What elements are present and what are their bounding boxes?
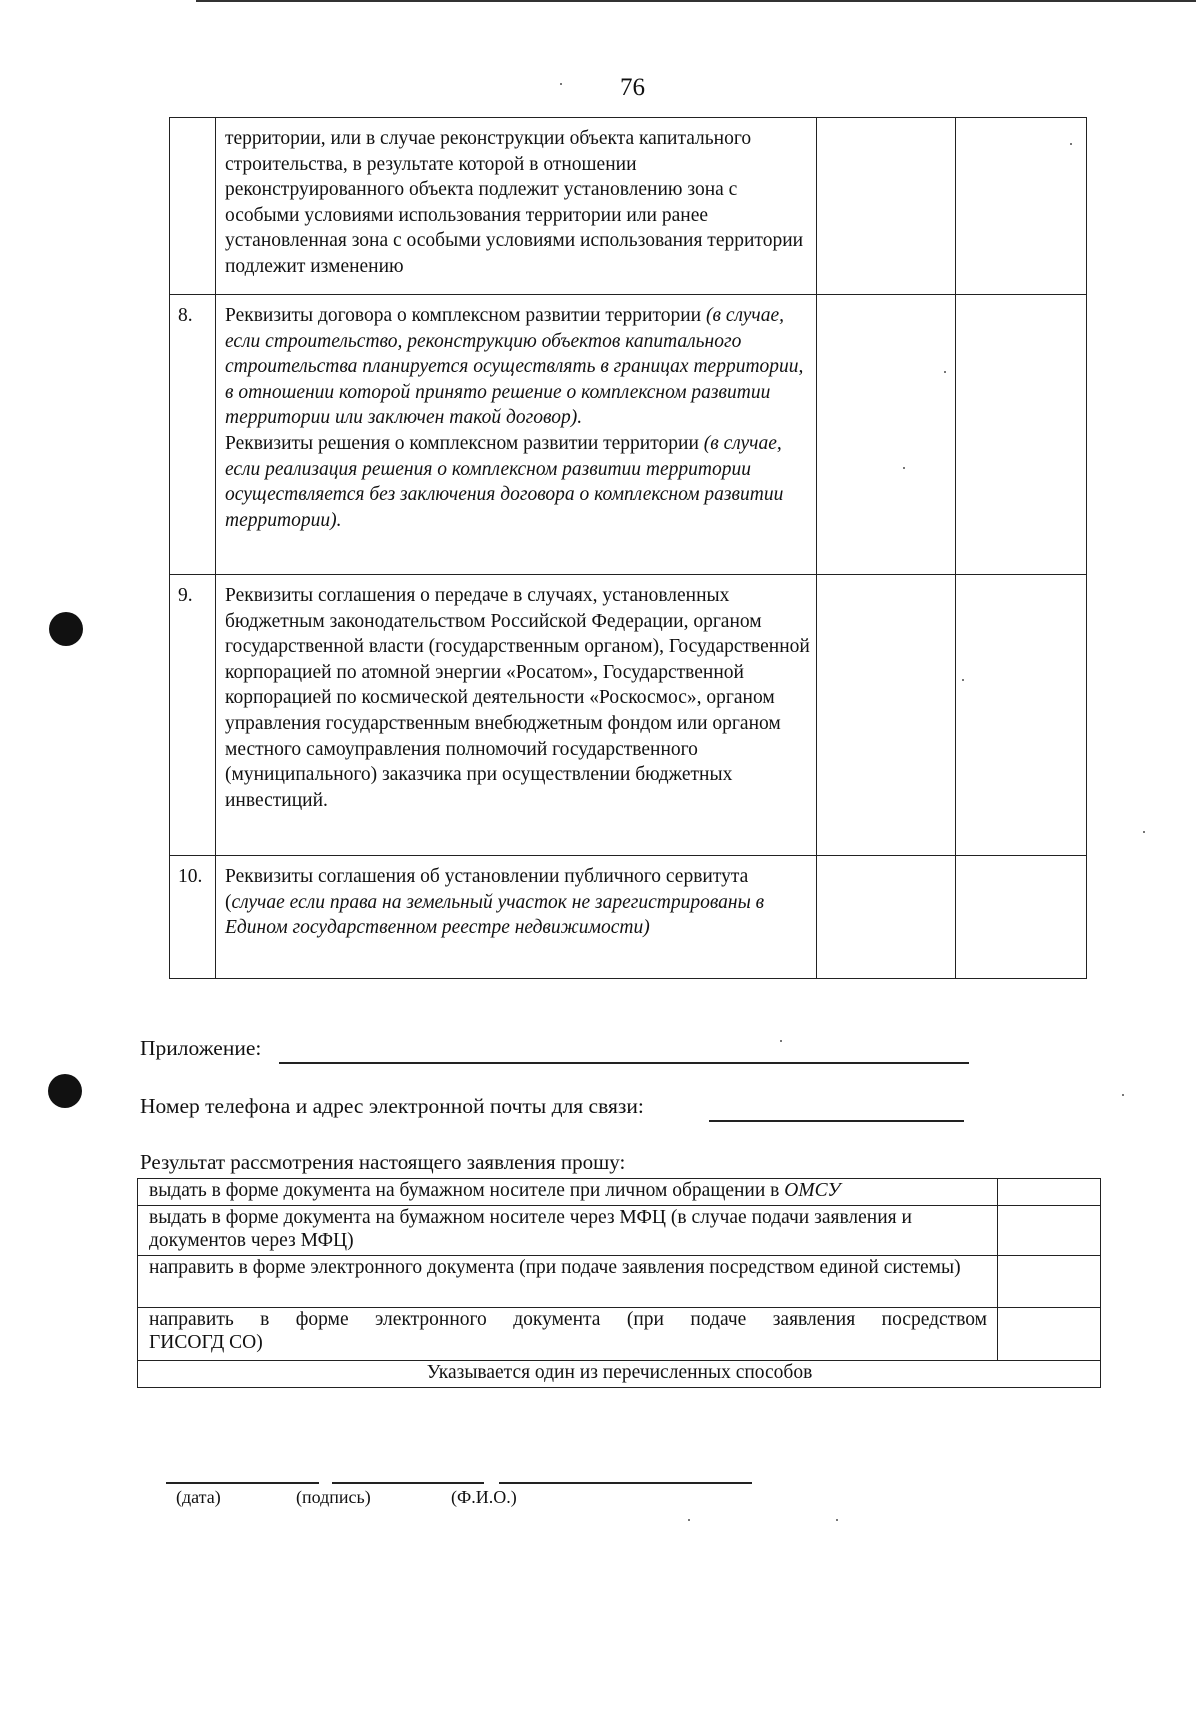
- signature-caption: (подпись): [296, 1487, 371, 1507]
- page-number: 76: [620, 74, 645, 101]
- full-name-line[interactable]: [499, 1482, 752, 1484]
- requirements-table: [169, 117, 1087, 979]
- result-option-checkbox[interactable]: [998, 1206, 1101, 1256]
- result-option-label: выдать в форме документа на бумажном носителе через МФЦ (в случае подачи заявления и документов через МФЦ): [138, 1206, 998, 1256]
- binder-hole-mark: [48, 1074, 82, 1108]
- result-option-label: выдать в форме документа на бумажном носителе при личном обращении в ОМСУ: [138, 1179, 998, 1206]
- scan-speck: [1122, 1094, 1124, 1096]
- table-row: [170, 856, 1087, 979]
- binder-hole-mark: [49, 612, 83, 646]
- row-number: 8.: [170, 295, 216, 575]
- result-heading: Результат рассмотрения настоящего заявления прошу:: [140, 1150, 626, 1174]
- note-cell[interactable]: [956, 856, 1087, 979]
- mark-cell[interactable]: [817, 575, 956, 856]
- row-description: Реквизиты договора о комплексном развитии территории (в случае, если строительство, реконструкцию объектов капитального строительства планируется осуществлять в границах территории, в отношении которой принято решение о комплексном развитии территории или заключен такой договор). Реквизиты решения о комплексном развитии территории (в случае, если реализация решения о комплексном развитии территории осуществляется без заключения договора о комплексном развитии территории).: [216, 295, 817, 575]
- result-options-table: [137, 1178, 1101, 1388]
- row-number: [170, 118, 216, 295]
- table-row: [170, 575, 1087, 856]
- full-name-caption: (Ф.И.О.): [451, 1487, 517, 1507]
- scan-speck: [1143, 831, 1145, 833]
- mark-cell[interactable]: [817, 856, 956, 979]
- scan-speck: [836, 1519, 838, 1521]
- scan-speck: [560, 83, 562, 85]
- attachment-label: Приложение:: [140, 1036, 262, 1060]
- scan-top-edge: [196, 0, 1196, 2]
- result-option: [138, 1206, 1101, 1256]
- table-row: [170, 295, 1087, 575]
- result-option-checkbox[interactable]: [998, 1179, 1101, 1206]
- scan-speck: [688, 1519, 690, 1521]
- result-option: [138, 1256, 1101, 1308]
- row-number: 9.: [170, 575, 216, 856]
- note-cell[interactable]: [956, 118, 1087, 295]
- attachment-field[interactable]: [279, 1062, 969, 1064]
- date-caption: (дата): [176, 1487, 221, 1507]
- contact-field[interactable]: [709, 1120, 964, 1122]
- date-line[interactable]: [166, 1482, 319, 1484]
- result-footer-row: [138, 1361, 1101, 1388]
- note-cell[interactable]: [956, 575, 1087, 856]
- note-cell[interactable]: [956, 295, 1087, 575]
- contact-label: Номер телефона и адрес электронной почты для связи:: [140, 1094, 644, 1118]
- table-row: [170, 118, 1087, 295]
- result-option-checkbox[interactable]: [998, 1256, 1101, 1308]
- row-number: 10.: [170, 856, 216, 979]
- result-option-label: направить в форме электронного документа (при подаче заявления посредством ГИСОГД СО): [138, 1308, 998, 1361]
- result-option: [138, 1179, 1101, 1206]
- result-footer-note: Указывается один из перечисленных способов: [138, 1361, 1101, 1388]
- result-option: [138, 1308, 1101, 1361]
- row-description: территории, или в случае реконструкции объекта капитального строительства, в результате которой в отношении реконструированного объекта подлежит установлению зона с особыми условиями использования территории или ранее установленная зона с особыми условиями использования территории подлежит изменению: [216, 118, 817, 295]
- result-option-checkbox[interactable]: [998, 1308, 1101, 1361]
- mark-cell[interactable]: [817, 295, 956, 575]
- mark-cell[interactable]: [817, 118, 956, 295]
- result-option-label: направить в форме электронного документа (при подаче заявления посредством единой системы): [138, 1256, 998, 1308]
- signature-line[interactable]: [332, 1482, 484, 1484]
- scan-speck: [780, 1040, 782, 1042]
- row-description: Реквизиты соглашения о передаче в случаях, установленных бюджетным законодательством Российской Федерации, органом государственной власти (государственным органом), Государственной корпорацией по атомной энергии «Росатом», Государственной корпорацией по космической деятельности «Роскосмос», органом управления государственным внебюджетным фондом или органом местного самоуправления полномочий государственного (муниципального) заказчика при осуществлении бюджетных инвестиций.: [216, 575, 817, 856]
- row-description: Реквизиты соглашения об установлении публичного сервитута (случае если права на земельный участок не зарегистрированы в Едином государственном реестре недвижимости): [216, 856, 817, 979]
